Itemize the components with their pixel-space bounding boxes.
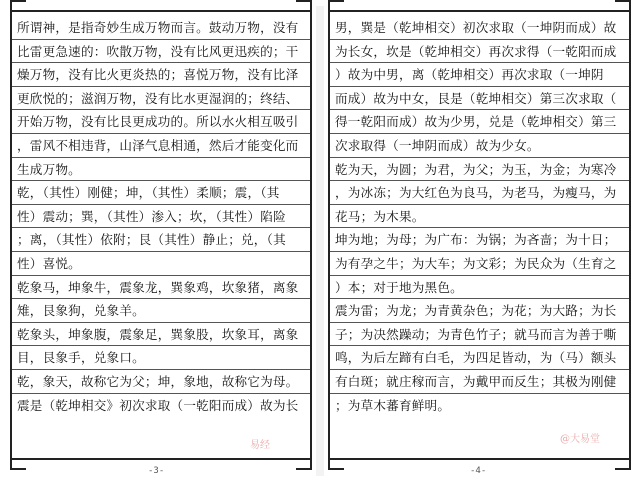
text-line: 震是（乾坤相交》初次求取（一乾阳而成）故为长	[17, 397, 299, 413]
crop-mark	[10, 0, 26, 12]
crop-mark	[296, 0, 312, 12]
text-line: 鸣，为后左蹄有白毛，为四足皆动，为（马）额头	[330, 346, 629, 370]
text-line: 乾，（其性）刚健；坤，（其性）柔顺；震，（其	[12, 181, 310, 205]
text-line: 比雷更急速的：吹散万物，没有比风更迅疾的；干	[12, 40, 310, 64]
text-line: 男，巽是（乾坤相交）初次求取（一坤阴而成）故	[330, 16, 629, 40]
text-line: ）本；对于地为黑色。	[330, 276, 629, 300]
text-line: 得一乾阳而成）故为少男，兑是（乾坤相交）第三	[330, 110, 629, 134]
text-line: ，雷风不相违背，山泽气息相通，然后才能变化而	[12, 134, 310, 158]
text-line: ；离，（其性）依附；艮（其性）静止；兑，（其	[12, 228, 310, 252]
text-line: 为有孕之牛；为大车；为文彩；为民众为（生育之	[330, 252, 629, 276]
text-line: 有白斑；就庄稼而言，为戴甲而反生；其极为刚健	[330, 370, 629, 394]
text-line: 震为雷；为龙；为青黄杂色；为花；为大路；为长	[330, 299, 629, 323]
text-line: 为长女，坎是（乾坤相交）再次求得（一乾阳而成	[330, 40, 629, 64]
text-line: 所谓神，是指奇妙生成万物而言。鼓动万物，没有	[12, 16, 310, 40]
text-line: ，为冰冻；为大红色为良马，为老马，为瘦马，为	[330, 181, 629, 205]
text-line: 而成）故为中女，艮是（乾坤相交）第三次求取（	[330, 87, 629, 111]
right-page	[328, 10, 631, 460]
text-line: 燥万物，没有比火更炎热的；喜悦万物，没有比泽	[12, 63, 310, 87]
text-line: 乾象头，坤象腹，震象足，巽象股，坎象耳，离象	[12, 323, 310, 347]
text-line: 坤为地；为母；为广布：为锅；为吝啬；为十日；	[330, 228, 629, 252]
text-line: 乾为天，为圆；为君，为父；为玉，为金；为寒冷	[330, 158, 629, 182]
right-page-text	[330, 16, 629, 417]
book-binding-gutter	[316, 6, 324, 476]
text-line: 乾，象天，故称它为父；坤，象地，故称它为母。	[12, 370, 310, 394]
text-line: 性）震动；巽，（其性）渗入；坎，（其性）陷险	[12, 205, 310, 229]
text-line: ）故为中男，离（乾坤相交）再次求取（一坤阴	[330, 63, 629, 87]
crop-mark	[615, 458, 631, 470]
text-line: 更欣悦的；滋润万物，没有比水更湿润的；终结、	[12, 87, 310, 111]
text-line: 性）喜悦。	[12, 252, 310, 276]
text-line: 目，艮象手，兑象口。	[12, 346, 310, 370]
text-line: 子；为决然躁动；为青色竹子；就马而言为善于嘶	[330, 323, 629, 347]
text-line: ；为草木蕃育鲜明。	[335, 397, 451, 413]
watermark-right: @大易堂	[560, 434, 600, 445]
text-line: 乾象马，坤象牛，震象龙，巽象鸡，坎象猪，离象	[12, 276, 310, 300]
watermark-left: 易经	[250, 440, 270, 451]
text-line: 次求取得（一坤阴而成）故为少女。	[330, 134, 629, 158]
text-line: 生成万物。	[12, 158, 310, 182]
text-line: 花马；为木果。	[330, 205, 629, 229]
crop-mark	[615, 0, 631, 12]
left-page	[10, 10, 312, 460]
crop-mark	[328, 0, 344, 12]
text-line: 开始万物，没有比艮更成功的。所以水火相互吸引	[12, 110, 310, 134]
crop-mark	[10, 458, 26, 470]
page-number-left: -3-	[148, 466, 165, 476]
text-line: 雉，艮象狗，兑象羊。	[12, 299, 310, 323]
crop-mark	[296, 458, 312, 470]
page-number-right: -4-	[470, 466, 487, 476]
crop-mark	[328, 458, 344, 470]
left-page-text	[12, 16, 310, 417]
